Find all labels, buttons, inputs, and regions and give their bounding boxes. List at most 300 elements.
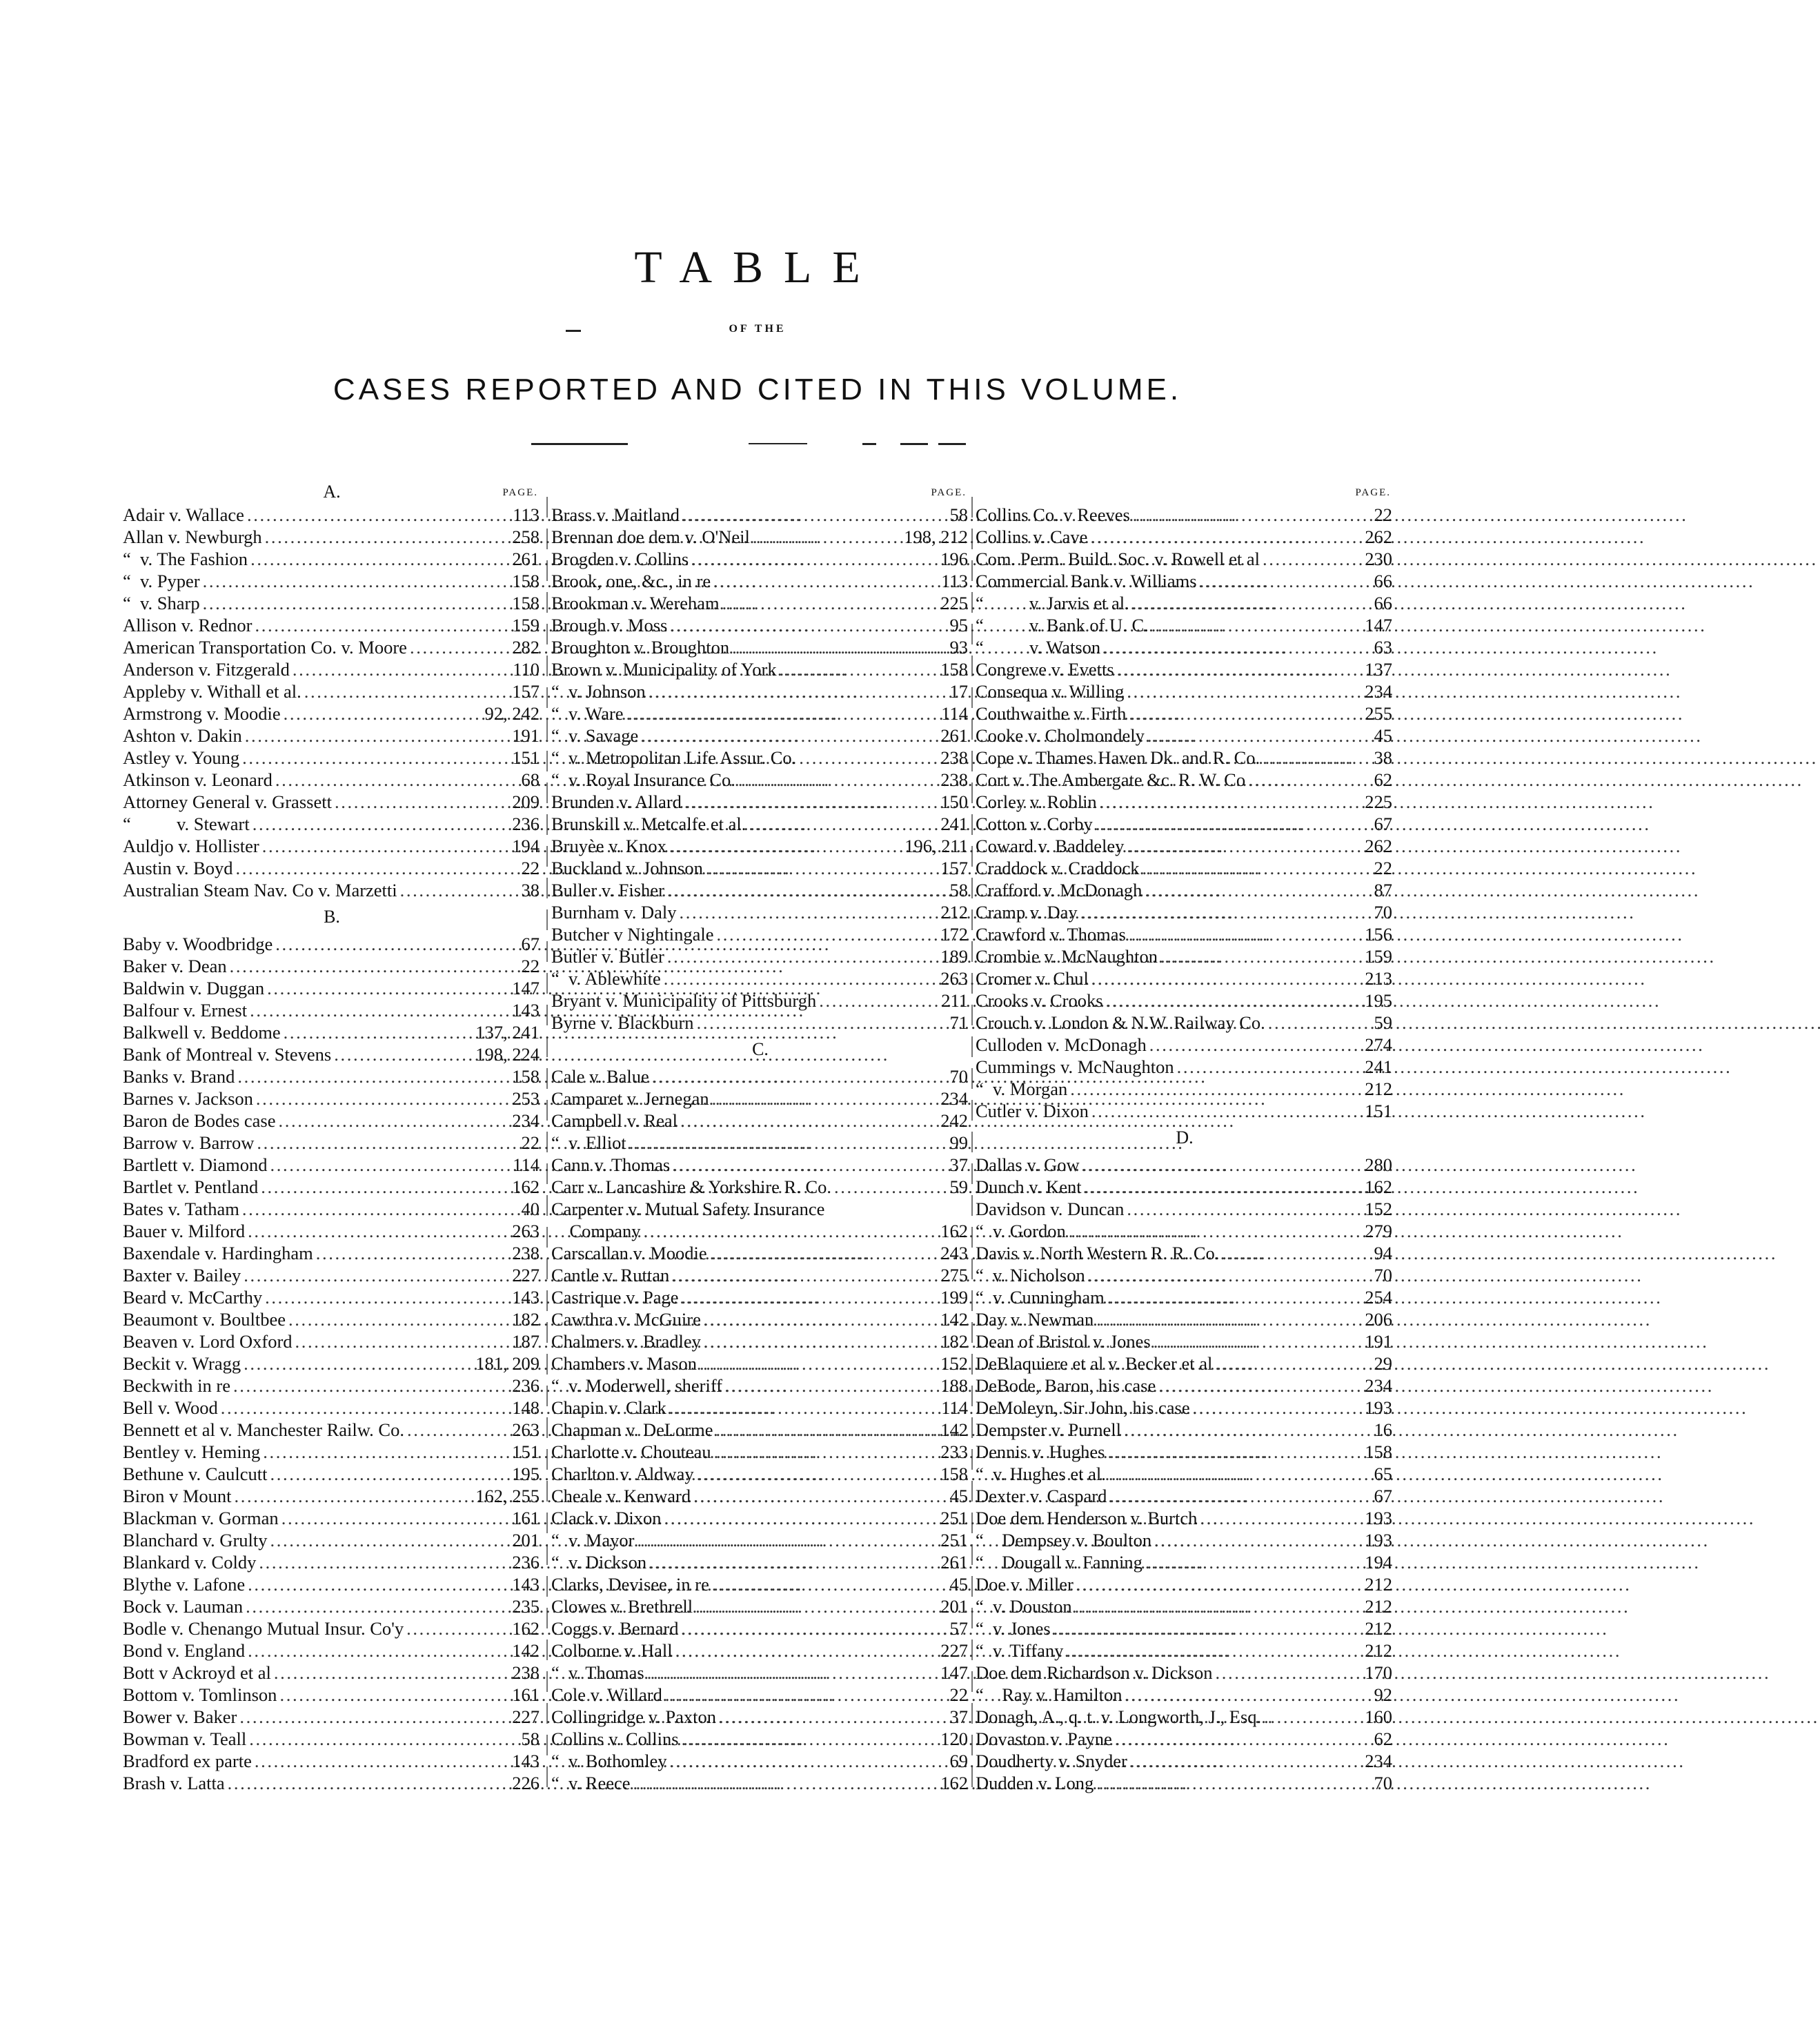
dot-leader bbox=[1106, 989, 1363, 1012]
page-number: 198, 224 bbox=[475, 1044, 540, 1065]
dot-leader bbox=[1082, 1154, 1363, 1176]
case-name: Chalmers v. Bradley bbox=[551, 1331, 701, 1352]
page-number: 67 bbox=[1374, 1486, 1392, 1506]
case-name: Bartlet v. Pentland bbox=[123, 1176, 259, 1197]
page-number: 201 bbox=[940, 1596, 968, 1617]
case-name: “ v. Ware bbox=[551, 703, 624, 724]
page-number: 193 bbox=[1365, 1530, 1392, 1550]
page-number: 143 bbox=[512, 1000, 540, 1021]
page-number: 191 bbox=[512, 725, 540, 746]
case-name: “ Ray v. Hamilton bbox=[976, 1684, 1122, 1705]
page-number: 251 bbox=[940, 1508, 968, 1528]
case-entry bbox=[551, 702, 969, 725]
page-number: 236 bbox=[512, 1552, 540, 1573]
case-name: “ v. Pyper bbox=[123, 571, 200, 591]
case-entry bbox=[976, 1485, 1394, 1507]
dot-leader bbox=[1222, 1242, 1371, 1264]
case-name: “ v. Savage bbox=[551, 725, 639, 746]
case-name: Brown v. Municipality of York bbox=[551, 659, 777, 680]
page-number: 234 bbox=[1365, 1751, 1392, 1771]
case-entry bbox=[976, 769, 1394, 791]
dot-leader bbox=[691, 548, 938, 570]
case-entry bbox=[976, 1772, 1394, 1794]
case-entry bbox=[551, 526, 969, 548]
dot-leader bbox=[641, 725, 938, 747]
case-name: Blanchard v. Grulty bbox=[123, 1530, 268, 1550]
case-name: Collingridge v. Paxton bbox=[551, 1706, 716, 1727]
dot-leader bbox=[667, 879, 947, 901]
dot-leader bbox=[680, 1110, 938, 1132]
page-number: 225 bbox=[940, 593, 968, 613]
page-number: 37 bbox=[949, 1706, 968, 1727]
dot-leader bbox=[239, 1706, 509, 1728]
case-entry bbox=[551, 1154, 969, 1176]
page-number: 113 bbox=[513, 504, 540, 525]
case-entry bbox=[551, 592, 969, 614]
case-entry bbox=[123, 813, 541, 835]
case-name: Carpenter v. Mutual Safety Insurance bbox=[551, 1199, 825, 1219]
page-number: 147 bbox=[1365, 615, 1392, 636]
page-column-label: PAGE. bbox=[502, 487, 538, 498]
case-name: Cole v. Willard bbox=[551, 1684, 662, 1705]
page-subtitle: CASES REPORTED AND CITED IN THIS VOLUME. bbox=[333, 373, 1183, 406]
case-entry bbox=[123, 1662, 541, 1684]
page-number: 37 bbox=[949, 1154, 968, 1175]
dot-leader bbox=[1200, 1507, 1362, 1529]
case-name: Bruyèe v. Knox bbox=[551, 836, 666, 856]
case-entry bbox=[551, 548, 969, 570]
case-name: Dovaston v. Payne bbox=[976, 1729, 1112, 1749]
case-entry bbox=[551, 1463, 969, 1485]
page-number: 99 bbox=[949, 1132, 968, 1153]
dot-leader bbox=[246, 1595, 509, 1617]
dot-leader bbox=[1147, 725, 1372, 747]
divider-rule bbox=[531, 443, 628, 445]
page-number: 22 bbox=[521, 1132, 540, 1153]
dot-leader bbox=[714, 1441, 938, 1463]
case-name: Baxter v. Bailey bbox=[123, 1265, 241, 1286]
case-entry bbox=[976, 1662, 1394, 1684]
dot-leader bbox=[295, 1330, 510, 1352]
page-number: 198, 212 bbox=[904, 526, 968, 547]
section-letter: B. bbox=[324, 907, 340, 927]
case-entry bbox=[123, 879, 541, 901]
case-name: Doudherty v. Snyder bbox=[976, 1751, 1127, 1771]
case-name: “ v. Jones bbox=[976, 1618, 1051, 1639]
page-number: 114 bbox=[513, 1154, 540, 1175]
case-name: Beard v. McCarthy bbox=[123, 1287, 263, 1308]
case-entry bbox=[976, 1012, 1394, 1034]
case-entry bbox=[976, 526, 1394, 548]
case-name: Auldjo v. Hollister bbox=[123, 836, 259, 856]
dot-leader bbox=[819, 989, 938, 1012]
dot-leader bbox=[261, 1176, 509, 1198]
case-entry bbox=[551, 769, 969, 791]
page-number: 194 bbox=[1365, 1552, 1392, 1573]
dot-leader bbox=[265, 526, 510, 548]
page-number: 71 bbox=[949, 1012, 968, 1033]
dot-leader bbox=[669, 835, 902, 857]
case-entry bbox=[123, 725, 541, 747]
case-name: Cummings v. McNaughton bbox=[976, 1056, 1174, 1077]
case-name: Bryant v. Municipality of Pittsburgh bbox=[551, 990, 817, 1011]
case-name: Dennis v. Hughes bbox=[976, 1441, 1105, 1462]
page-number: 234 bbox=[940, 1088, 968, 1109]
case-entry bbox=[123, 570, 541, 592]
case-name: Bates v. Tatham bbox=[123, 1199, 239, 1219]
page-number: 227 bbox=[512, 1706, 540, 1727]
dot-leader bbox=[1154, 1529, 1362, 1551]
page-number: 67 bbox=[521, 934, 540, 954]
case-name: Bauer v. Milford bbox=[123, 1221, 246, 1241]
case-entry bbox=[551, 1242, 969, 1264]
case-name: Burnham v. Daly bbox=[551, 902, 677, 923]
page-number: 199 bbox=[940, 1287, 968, 1308]
divider-rule bbox=[749, 443, 807, 444]
case-entry bbox=[123, 835, 541, 857]
page-number: 160 bbox=[1365, 1706, 1392, 1727]
dot-leader bbox=[1070, 1078, 1362, 1100]
case-entry bbox=[551, 1352, 969, 1375]
page-number: 238 bbox=[512, 1243, 540, 1263]
case-entry bbox=[976, 813, 1394, 835]
dot-leader bbox=[1109, 1485, 1371, 1507]
case-entry bbox=[976, 1056, 1394, 1078]
page-number: 58 bbox=[949, 880, 968, 900]
page-number: 193 bbox=[1365, 1397, 1392, 1418]
dot-leader bbox=[1107, 1286, 1363, 1308]
page-number: 65 bbox=[1374, 1464, 1392, 1484]
case-name: Attorney General v. Grassett bbox=[123, 791, 332, 812]
dot-leader bbox=[680, 901, 938, 923]
dot-leader bbox=[255, 1750, 509, 1772]
dot-leader bbox=[1215, 1662, 1362, 1684]
page-number: 57 bbox=[949, 1618, 968, 1639]
page-number: 69 bbox=[949, 1751, 968, 1771]
case-entry bbox=[976, 989, 1394, 1012]
case-entry bbox=[123, 1330, 541, 1352]
dot-leader bbox=[1125, 1684, 1371, 1706]
case-name: Bartlett v. Diamond bbox=[123, 1154, 268, 1175]
dot-leader bbox=[697, 1463, 938, 1485]
case-name: “ v. Reece bbox=[551, 1773, 631, 1793]
case-entry bbox=[551, 1529, 969, 1551]
page-number: 151 bbox=[512, 1441, 540, 1462]
dot-leader bbox=[695, 1595, 938, 1617]
page-number: 212 bbox=[1365, 1640, 1392, 1661]
case-entry bbox=[976, 680, 1394, 702]
page-number: 243 bbox=[940, 1243, 968, 1263]
page-number: 189 bbox=[940, 946, 968, 967]
case-name: “ v. Morgan bbox=[976, 1079, 1068, 1099]
dot-leader bbox=[704, 1330, 938, 1352]
page-number: 211 bbox=[941, 990, 968, 1011]
case-entry bbox=[976, 1397, 1394, 1419]
dot-leader bbox=[1090, 526, 1362, 548]
page-number: 158 bbox=[940, 659, 968, 680]
page-number: 22 bbox=[1374, 504, 1392, 525]
dot-leader bbox=[649, 1551, 938, 1573]
case-name: Adair v. Wallace bbox=[123, 504, 244, 525]
case-name: Camparet v. Jernegan bbox=[551, 1088, 709, 1109]
page-number: 261 bbox=[940, 725, 968, 746]
case-entry bbox=[551, 504, 969, 526]
dot-leader bbox=[244, 1352, 473, 1375]
case-entry bbox=[123, 702, 541, 725]
dot-leader bbox=[1129, 702, 1362, 725]
case-name: Balfour v. Ernest bbox=[123, 1000, 248, 1021]
dot-leader bbox=[749, 813, 938, 835]
case-name: “ v. Hughes et al. bbox=[976, 1464, 1106, 1484]
case-name: Chapin v. Clark bbox=[551, 1397, 666, 1418]
page-number: 110 bbox=[513, 659, 540, 680]
case-entry bbox=[976, 967, 1394, 989]
dot-leader bbox=[1107, 1441, 1362, 1463]
page-number: 193 bbox=[1365, 1508, 1392, 1528]
page-number: 94 bbox=[1374, 1243, 1392, 1263]
dot-leader bbox=[1117, 658, 1363, 680]
dot-leader bbox=[1115, 1728, 1372, 1750]
case-entry bbox=[123, 1264, 541, 1286]
case-name: Appleby v. Withall et al. bbox=[123, 681, 301, 702]
dot-leader bbox=[245, 725, 510, 747]
divider-rule bbox=[900, 443, 928, 445]
case-name: Bott v Ackroyd et al bbox=[123, 1662, 271, 1683]
case-name: Coggs v. Bernard bbox=[551, 1618, 679, 1639]
case-name: Crafford v. McDonagh bbox=[976, 880, 1143, 900]
case-entry bbox=[976, 636, 1394, 658]
page-number: 162, 255 bbox=[475, 1486, 540, 1506]
page-number: 120 bbox=[940, 1729, 968, 1749]
case-name: Anderson v. Fitzgerald bbox=[123, 659, 290, 680]
page-number: 201 bbox=[512, 1530, 540, 1550]
page-number: 22 bbox=[1374, 858, 1392, 878]
dot-leader bbox=[1080, 901, 1372, 923]
page-number: 22 bbox=[521, 956, 540, 976]
dot-leader bbox=[717, 923, 938, 945]
dot-leader bbox=[1160, 945, 1362, 967]
case-name: Brook, one, &c., in re bbox=[551, 571, 711, 591]
page-number: 206 bbox=[1365, 1309, 1392, 1330]
index-column-2 bbox=[551, 483, 969, 1794]
case-entry bbox=[123, 1463, 541, 1485]
page-number: 227 bbox=[512, 1265, 540, 1286]
case-entry bbox=[976, 1330, 1394, 1352]
dot-leader bbox=[1103, 636, 1371, 658]
page-number: 191 bbox=[1365, 1331, 1392, 1352]
case-name: Beckit v. Wragg bbox=[123, 1353, 241, 1374]
case-name: Beaumont v. Boultbee bbox=[123, 1309, 286, 1330]
case-entry bbox=[976, 1375, 1394, 1397]
page-number: 113 bbox=[941, 571, 968, 591]
case-name: Brass v. Maitland bbox=[551, 504, 680, 525]
dot-leader bbox=[713, 570, 938, 592]
case-name: Day v. Newman bbox=[976, 1309, 1094, 1330]
page-number: 261 bbox=[940, 1552, 968, 1573]
page-number: 236 bbox=[512, 1375, 540, 1396]
case-name: Brogden v. Collins bbox=[551, 549, 689, 569]
dot-leader bbox=[644, 1220, 938, 1242]
case-name: Corley v. Roblin bbox=[976, 791, 1097, 812]
dot-leader bbox=[250, 999, 509, 1021]
page-number: 162 bbox=[940, 1773, 968, 1793]
page-number: 234 bbox=[1365, 1375, 1392, 1396]
dot-leader bbox=[681, 1286, 938, 1308]
case-entry bbox=[551, 1198, 969, 1220]
page-number: 159 bbox=[1365, 946, 1392, 967]
case-name: “ v. Cunningham bbox=[976, 1287, 1105, 1308]
case-entry bbox=[551, 614, 969, 636]
case-entry bbox=[551, 1728, 969, 1750]
case-entry bbox=[123, 504, 541, 526]
case-entry bbox=[976, 592, 1394, 614]
page-number: 161 bbox=[512, 1684, 540, 1705]
case-name: Collins v. Collins bbox=[551, 1729, 679, 1749]
page-number: 92 bbox=[1374, 1684, 1392, 1705]
page-number: 70 bbox=[1374, 1265, 1392, 1286]
case-entry bbox=[123, 1021, 541, 1043]
page-number: 170 bbox=[1365, 1662, 1392, 1683]
page-number: 263 bbox=[940, 968, 968, 989]
page-number: 66 bbox=[1374, 571, 1392, 591]
case-name: “ v. Johnson bbox=[551, 681, 646, 702]
dot-leader bbox=[236, 857, 519, 879]
case-name: “ v. Thomas bbox=[551, 1662, 644, 1683]
case-entry bbox=[976, 1242, 1394, 1264]
page-number: 241 bbox=[1365, 1056, 1392, 1077]
case-entry bbox=[123, 999, 541, 1021]
page-number: 87 bbox=[1374, 880, 1392, 900]
case-entry bbox=[976, 901, 1394, 923]
case-entry bbox=[123, 933, 541, 955]
case-name: DeMoleyn, Sir John, his case bbox=[976, 1397, 1190, 1418]
dot-leader bbox=[1076, 1573, 1362, 1595]
case-name: Allison v. Rednor bbox=[123, 615, 253, 636]
case-entry bbox=[123, 1750, 541, 1772]
case-entry bbox=[976, 1034, 1394, 1056]
case-entry bbox=[551, 1012, 969, 1034]
case-name: Ashton v. Dakin bbox=[123, 725, 242, 746]
case-entry bbox=[123, 955, 541, 977]
case-name: Baby v. Woodbridge bbox=[123, 934, 273, 954]
dot-leader bbox=[284, 702, 482, 725]
dot-leader bbox=[221, 1397, 510, 1419]
case-entry bbox=[123, 658, 541, 680]
case-name: Butcher v Nightingale bbox=[551, 924, 714, 945]
dot-leader bbox=[250, 548, 509, 570]
page-number: 196 bbox=[940, 549, 968, 569]
case-name: Clowes v. Brethrell bbox=[551, 1596, 693, 1617]
dot-leader bbox=[1091, 1100, 1362, 1122]
case-entry bbox=[976, 1529, 1394, 1551]
page-number: 226 bbox=[512, 1773, 540, 1793]
case-entry bbox=[976, 1617, 1394, 1639]
dot-leader bbox=[235, 1485, 473, 1507]
case-entry bbox=[976, 1507, 1394, 1529]
case-name: “ v. Nicholson bbox=[976, 1265, 1085, 1286]
case-entry bbox=[551, 1639, 969, 1662]
case-name: Davidson v. Duncan bbox=[976, 1199, 1125, 1219]
case-entry bbox=[976, 1286, 1394, 1308]
dot-leader bbox=[1066, 1639, 1362, 1662]
dot-leader bbox=[1248, 769, 1371, 791]
case-entry bbox=[976, 1100, 1394, 1122]
case-name: “ Dougall v. Fanning bbox=[976, 1552, 1143, 1573]
case-name: “ Dempsey v. Boulton bbox=[976, 1530, 1152, 1550]
dot-leader bbox=[1158, 1375, 1362, 1397]
page-number: 212 bbox=[1365, 1618, 1392, 1639]
page-number: 182 bbox=[512, 1309, 540, 1330]
case-entry bbox=[551, 1507, 969, 1529]
dot-leader bbox=[704, 1308, 938, 1330]
case-name: Cort v. The Ambergate &c. R. W. Co bbox=[976, 769, 1246, 790]
dot-leader bbox=[304, 680, 510, 702]
case-entry bbox=[123, 1065, 541, 1087]
case-name: “ v. Bank of U. C. bbox=[976, 615, 1149, 636]
page-number: 58 bbox=[949, 504, 968, 525]
page-number: 274 bbox=[1365, 1034, 1392, 1055]
dot-leader bbox=[1130, 1750, 1362, 1772]
case-entry bbox=[551, 1441, 969, 1463]
case-entry bbox=[976, 504, 1394, 526]
case-entry bbox=[551, 1132, 969, 1154]
case-name: Buckland v. Johnson bbox=[551, 858, 703, 878]
case-entry bbox=[551, 1485, 969, 1507]
dot-leader bbox=[242, 747, 509, 769]
case-entry bbox=[123, 1176, 541, 1198]
page-number: 195 bbox=[512, 1464, 540, 1484]
case-entry bbox=[976, 1198, 1394, 1220]
case-name: Astley v. Young bbox=[123, 747, 240, 768]
case-entry bbox=[551, 1264, 969, 1286]
dot-leader bbox=[665, 1684, 947, 1706]
case-entry bbox=[976, 725, 1394, 747]
case-entry bbox=[976, 1639, 1394, 1662]
dot-leader bbox=[1100, 791, 1363, 813]
case-entry bbox=[123, 1639, 541, 1662]
case-name: Cooke v. Cholmondely bbox=[976, 725, 1145, 746]
case-name: Doe dem Henderson v. Burtch bbox=[976, 1508, 1198, 1528]
page-number: 38 bbox=[521, 880, 540, 900]
case-name: Bond v. England bbox=[123, 1640, 246, 1661]
page-number: 158 bbox=[512, 571, 540, 591]
case-entry bbox=[123, 1220, 541, 1242]
dot-leader bbox=[257, 1132, 518, 1154]
page-title: TABLE bbox=[634, 242, 881, 293]
case-name: Craddock v. Craddock bbox=[976, 858, 1140, 878]
case-name: “ v. Stewart bbox=[123, 814, 250, 834]
page-number: 187 bbox=[512, 1331, 540, 1352]
case-name: Dean of Bristol v. Jones bbox=[976, 1331, 1151, 1352]
case-name: “ v. The Fashion bbox=[123, 549, 248, 569]
page-number: 93 bbox=[949, 637, 968, 658]
case-name: Collins Co. v Reeves bbox=[976, 504, 1130, 525]
page-number: 95 bbox=[949, 615, 968, 636]
page-number: 238 bbox=[512, 1662, 540, 1683]
case-name: Donagh, A., q. t. v. Longworth, J., Esq. bbox=[976, 1706, 1262, 1727]
page-number: 62 bbox=[1374, 1729, 1392, 1749]
case-name: Beaven v. Lord Oxford bbox=[123, 1331, 293, 1352]
dot-leader bbox=[1075, 1595, 1363, 1617]
case-name: Doe dem Richardson v. Dickson bbox=[976, 1662, 1213, 1683]
case-entry bbox=[123, 1772, 541, 1794]
page-number: 241 bbox=[940, 814, 968, 834]
case-name: Davis v. North Western R. R. Co. bbox=[976, 1243, 1220, 1263]
case-name: Dudden v. Long bbox=[976, 1773, 1094, 1793]
dot-leader bbox=[265, 1286, 509, 1308]
case-entry bbox=[551, 1286, 969, 1308]
case-entry bbox=[551, 1375, 969, 1397]
